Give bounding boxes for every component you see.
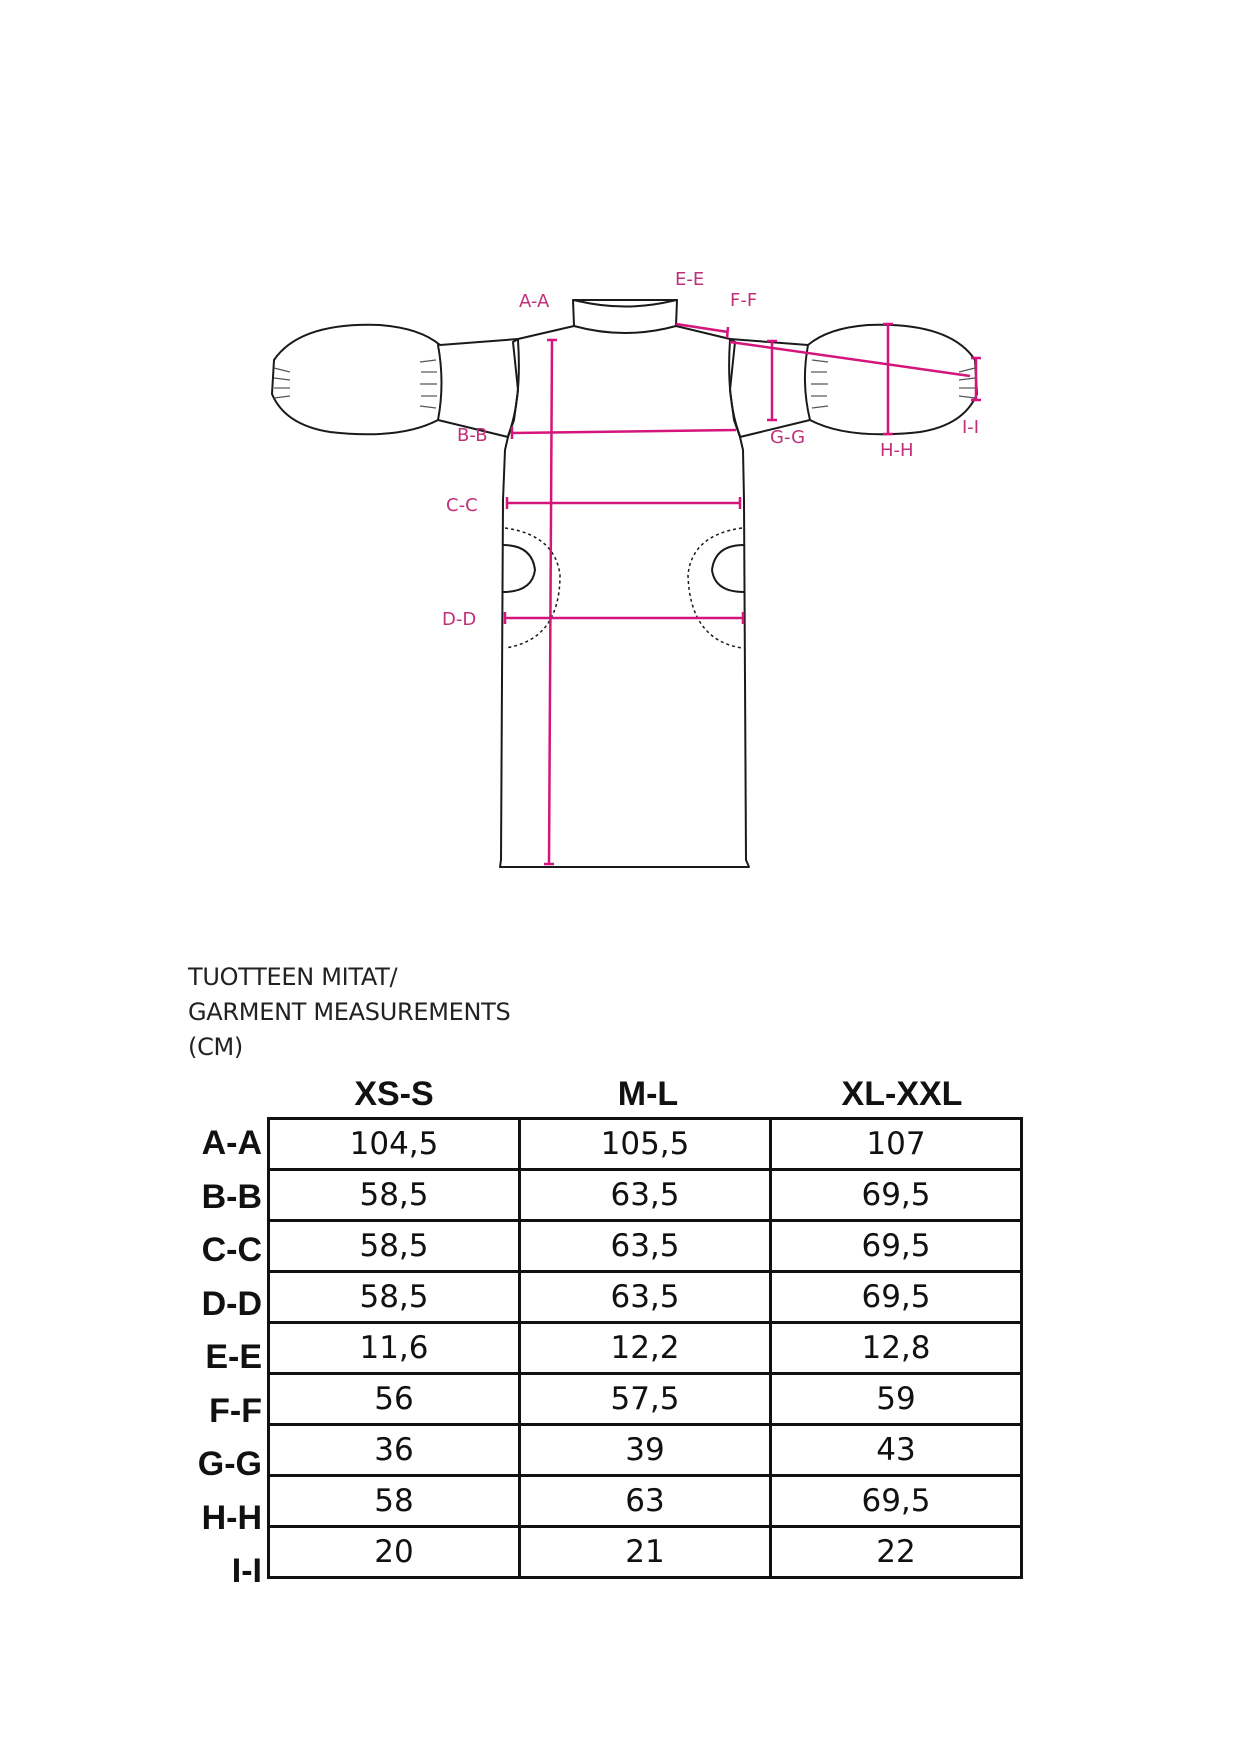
table-cell: 20 [269, 1527, 520, 1578]
dd-measure-line [505, 612, 743, 624]
table-cell: 22 [771, 1527, 1022, 1578]
table-row [269, 1323, 1022, 1374]
left-pocket-opening [503, 545, 535, 592]
left-cuff-outline [438, 345, 442, 420]
size-header-xl-xxl: XL-XXL [841, 1075, 963, 1113]
table-cell: 11,6 [269, 1323, 520, 1374]
ff-measure-line [730, 342, 970, 376]
hh-measure-line [883, 324, 893, 434]
table-row [269, 1221, 1022, 1272]
table-cell: 56 [269, 1374, 520, 1425]
table-row [269, 1119, 1022, 1170]
right-pocket-opening [712, 545, 744, 592]
label-ii: I-I [962, 417, 980, 438]
label-ee: E-E [675, 269, 705, 290]
row-label: A-A [201, 1124, 262, 1162]
page-title [188, 960, 510, 1065]
table-cell: 43 [771, 1425, 1022, 1476]
table-cell: 58,5 [269, 1170, 520, 1221]
row-labels [150, 1117, 262, 1599]
table-cell: 69,5 [771, 1476, 1022, 1527]
table-cell: 107 [771, 1119, 1022, 1170]
gg-measure-line [767, 341, 777, 420]
table-cell: 69,5 [771, 1221, 1022, 1272]
collar-outline [574, 301, 676, 333]
table-cell: 63,5 [520, 1170, 771, 1221]
table-cell: 69,5 [771, 1272, 1022, 1323]
row-label: H-H [201, 1498, 262, 1537]
table-cell: 21 [520, 1527, 771, 1578]
table-cell: 69,5 [771, 1170, 1022, 1221]
table-cell: 12,8 [771, 1323, 1022, 1374]
measurements-table [267, 1117, 1023, 1579]
title-line-3: (CM) [188, 1033, 243, 1061]
cc-measure-line [507, 497, 740, 509]
ii-measure-line [971, 358, 981, 400]
label-bb: B-B [457, 425, 488, 446]
row-label: C-C [201, 1231, 262, 1269]
table-cell: 58,5 [269, 1221, 520, 1272]
right-cuff-outline [805, 345, 810, 420]
label-ff: F-F [730, 290, 758, 311]
table-cell: 58 [269, 1476, 520, 1527]
row-label: E-E [205, 1338, 262, 1376]
table-cell: 59 [771, 1374, 1022, 1425]
row-label: I-I [231, 1552, 262, 1590]
dress-outline [500, 300, 749, 867]
right-sleeve-gathers [811, 360, 975, 408]
label-cc: C-C [446, 495, 478, 516]
label-dd: D-D [442, 609, 477, 630]
title-line-1: TUOTTEEN MITAT/ [188, 963, 398, 991]
table-cell: 63,5 [520, 1272, 771, 1323]
row-label: B-B [201, 1177, 262, 1216]
table-row [269, 1476, 1022, 1527]
table-cell: 39 [520, 1425, 771, 1476]
size-header-xs-s: XS-S [354, 1075, 434, 1113]
measurement-lines [505, 324, 981, 864]
bb-measure-line [512, 427, 736, 439]
table-cell: 63,5 [520, 1221, 771, 1272]
table-row [269, 1170, 1022, 1221]
table-row [269, 1425, 1022, 1476]
left-sleeve-outline [272, 325, 518, 437]
row-label: G-G [197, 1445, 262, 1483]
table-cell: 58,5 [269, 1272, 520, 1323]
table-row [269, 1272, 1022, 1323]
table-cell: 57,5 [520, 1374, 771, 1425]
left-sleeve-gathers [274, 360, 437, 408]
label-aa: A-A [519, 291, 550, 312]
table-cell: 63 [520, 1476, 771, 1527]
row-label: D-D [201, 1284, 262, 1323]
table-row [269, 1374, 1022, 1425]
aa-measure-line [544, 340, 557, 864]
size-header-m-l: M-L [617, 1075, 679, 1113]
table-cell: 36 [269, 1425, 520, 1476]
table-cell: 104,5 [269, 1119, 520, 1170]
label-hh: H-H [880, 440, 914, 461]
row-label: F-F [209, 1391, 262, 1430]
table-cell: 105,5 [520, 1119, 771, 1170]
table-cell: 12,2 [520, 1323, 771, 1374]
title-line-2: GARMENT MEASUREMENTS [188, 998, 511, 1026]
table-row [269, 1527, 1022, 1578]
label-gg: G-G [770, 427, 806, 448]
